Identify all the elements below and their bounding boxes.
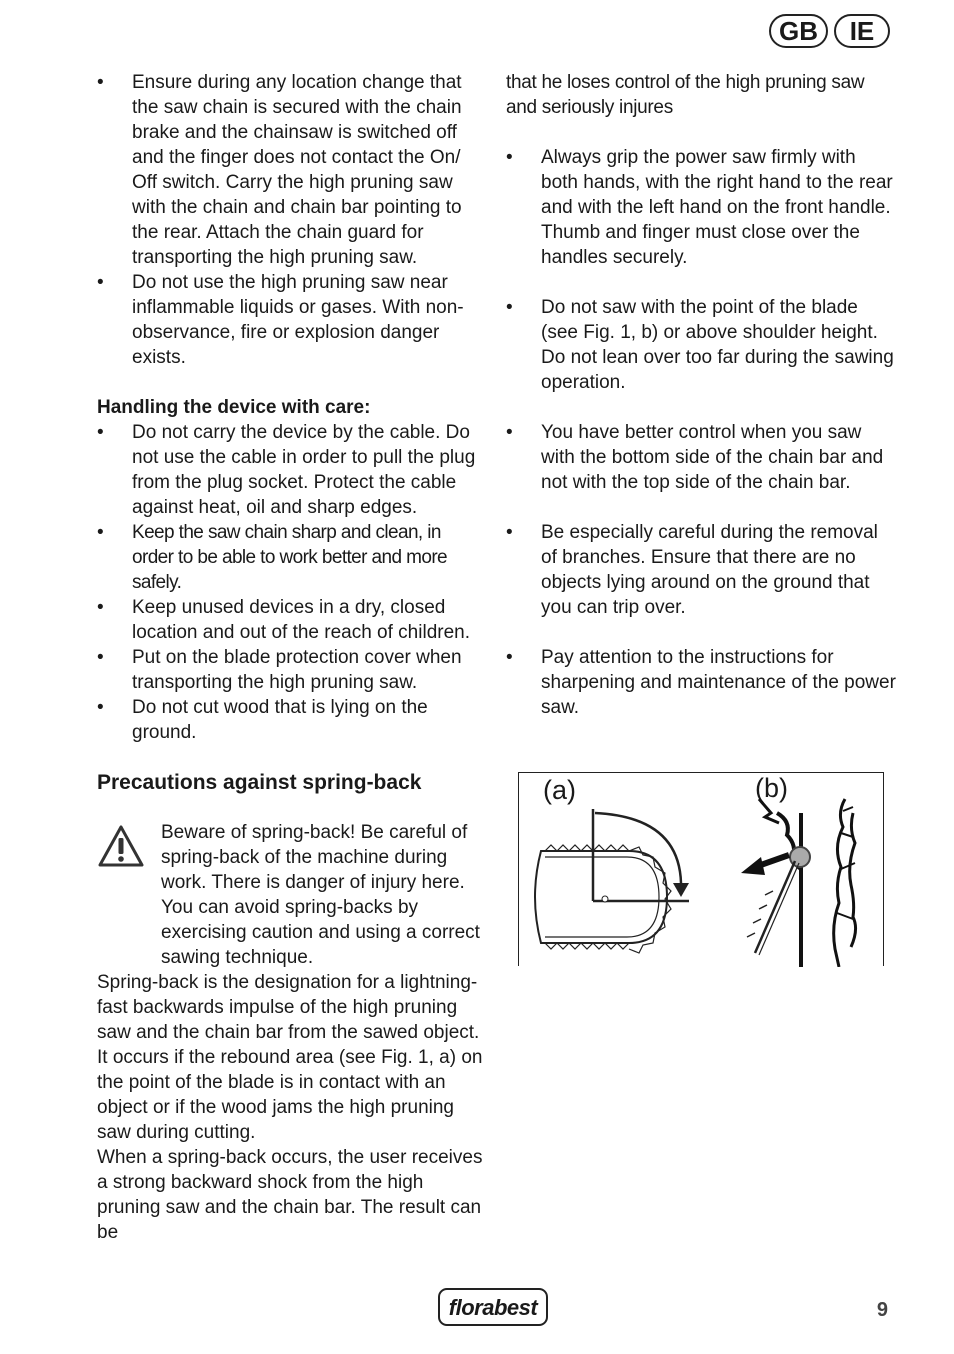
figure-label-a: (a) (543, 775, 576, 805)
warning-text: Beware of spring-back! Be careful of spring-back of the machine during work. There is danger of injury here. You can avoid spring-backs by exercising caution and using a correct sawing technique. (161, 822, 480, 968)
pruning-saw-illustration (741, 799, 856, 967)
figure-1 (518, 772, 884, 966)
list-item: • Put on the blade protection cover when transporting the high pruning saw. (97, 645, 483, 695)
spring-back-paragraph: Spring-back is the designation for a lightning-fast backwards impulse of the high pruning saw and the chain bar from the sawed object. It occurs if the rebound area (see Fig. 1, a) on the point of the blade is in contact with an object or if the wood jams the high pruning saw during cutting. (97, 972, 483, 1143)
handling-heading: Handling the device with care: (97, 397, 371, 418)
list-item: • Pay attention to the instructions for sharpening and maintenance of the power saw. (506, 645, 896, 720)
list-item: • Keep the saw chain sharp and clean, in order to be able to work better and more safely. (97, 520, 483, 595)
top-bullet-list (97, 70, 483, 370)
list-item: • Do not cut wood that is lying on the ground. (97, 695, 483, 745)
list-item: • Do not use the high pruning saw near inflammable liquids or gases. With non-observance, fire or explosion danger exists. (97, 270, 483, 370)
page-number: 9 (876, 1299, 888, 1321)
right-column (506, 70, 896, 720)
list-item: • Ensure during any location change that the saw chain is secured with the chain brake and the chainsaw is switched off and the finger does not contact the On/ Off switch. Carry the high pruning saw with the chain and chain bar pointing to the rear. Attach the chain guard for transporting the high pruning saw. (97, 70, 483, 270)
figure-label-b: (b) (755, 773, 788, 803)
continuation-paragraph: that he loses control of the high pruning saw and seriously injures (506, 72, 865, 118)
left-column (97, 70, 483, 1245)
warning-block (97, 820, 483, 970)
warning-triangle-icon (97, 820, 161, 970)
list-item: • You have better control when you saw with the bottom side of the chain bar and not with the top side of the chain bar. (506, 420, 896, 495)
spring-back-paragraph-2: When a spring-back occurs, the user receives a strong backward shock from the high pruning saw and the chain bar. The result can be (97, 1147, 483, 1243)
list-item: • Be especially careful during the removal of branches. Ensure that there are no objects lying around on the ground that you can trip over. (506, 520, 896, 620)
precautions-heading: Precautions against spring-back (97, 771, 422, 794)
figure-illustration (519, 773, 885, 967)
list-item: • Keep unused devices in a dry, closed location and out of the reach of children. (97, 595, 483, 645)
florabest-logo: florabest (438, 1288, 548, 1326)
badge-gb: GB (769, 14, 828, 48)
list-item: • Do not carry the device by the cable. Do not use the cable in order to pull the plug from the plug socket. Protect the cable against heat, oil and sharp edges. (97, 420, 483, 520)
badge-ie: IE (834, 14, 890, 48)
handling-bullet-list (97, 420, 483, 745)
list-item: • Always grip the power saw firmly with both hands, with the right hand to the rear and with the left hand on the front handle. Thumb and finger must close over the handles securely. (506, 145, 896, 270)
language-badges (769, 14, 890, 48)
list-item: • Do not saw with the point of the blade (see Fig. 1, b) or above shoulder height. Do not lean over too far during the sawing operation. (506, 295, 896, 395)
chain-bar-illustration (535, 809, 689, 953)
right-bullet-list (506, 145, 896, 720)
